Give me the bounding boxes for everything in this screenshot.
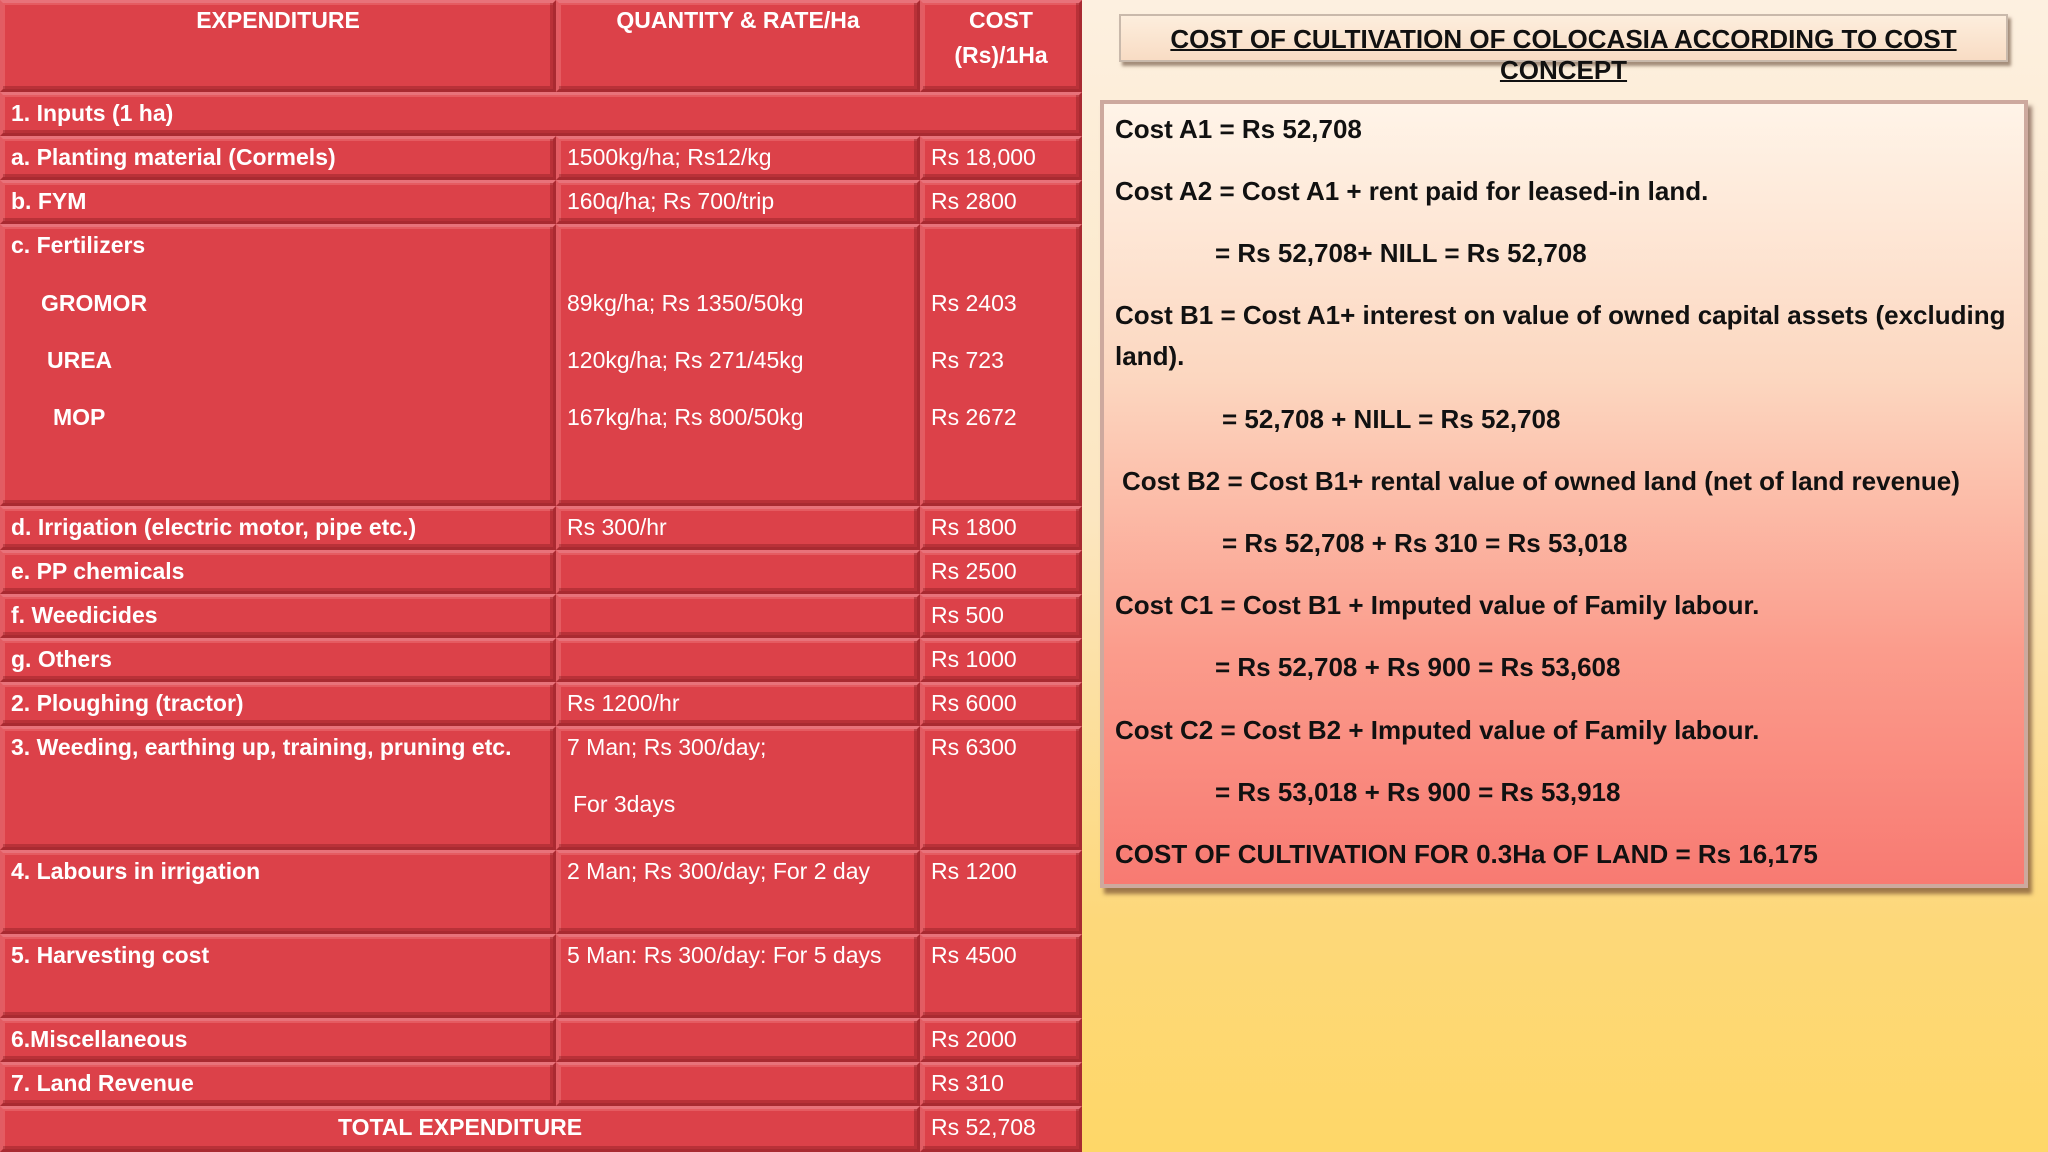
- header-expenditure-label: EXPENDITURE: [196, 7, 360, 33]
- cost-c1-calc: = Rs 52,708 + Rs 900 = Rs 53,608: [1215, 652, 1621, 682]
- weedicides-cost: Rs 500: [931, 602, 1004, 628]
- urea-cost: Rs 723: [931, 347, 1004, 373]
- cost-b2-calc: = Rs 52,708 + Rs 310 = Rs 53,018: [1222, 528, 1628, 558]
- others-label: g. Others: [11, 646, 112, 672]
- row-labours-cost: [920, 850, 1082, 934]
- row-fym-cost: [920, 180, 1082, 224]
- land-revenue-label: 7. Land Revenue: [11, 1070, 194, 1096]
- row-irrigation-label: [0, 506, 556, 550]
- row-irrigation-qty: [556, 506, 920, 550]
- row-others-qty: [556, 638, 920, 682]
- row-others-cost: [920, 638, 1082, 682]
- fym-cost: Rs 2800: [931, 188, 1017, 214]
- header-quantity: [556, 0, 920, 92]
- header-cost-line2: (Rs)/1Ha: [954, 42, 1048, 68]
- total-expenditure-label: TOTAL EXPENDITURE: [337, 1114, 583, 1140]
- row-misc-cost: [920, 1018, 1082, 1062]
- row-fertilizers-label: [0, 224, 556, 506]
- row-pp-cost: [920, 550, 1082, 594]
- row-fertilizers-cost: [920, 224, 1082, 506]
- weeding-qty-line2: For 3days: [573, 791, 676, 817]
- row-others-label: [0, 638, 556, 682]
- cost-c2-calc: = Rs 53,018 + Rs 900 = Rs 53,918: [1215, 777, 1621, 807]
- row-land-revenue-label: [0, 1062, 556, 1106]
- row-land-revenue-cost: [920, 1062, 1082, 1106]
- planting-label: a. Planting material (Cormels): [11, 144, 336, 170]
- others-cost: Rs 1000: [931, 646, 1017, 672]
- harvesting-qty: 5 Man: Rs 300/day: For 5 days: [567, 942, 882, 968]
- misc-cost: Rs 2000: [931, 1026, 1017, 1052]
- cost-b1-calc: = 52,708 + NILL = Rs 52,708: [1222, 404, 1561, 434]
- row-fym-label: [0, 180, 556, 224]
- cost-a2-calc: = Rs 52,708+ NILL = Rs 52,708: [1215, 238, 1587, 268]
- irrigation-cost: Rs 1800: [931, 514, 1017, 540]
- fym-label: b. FYM: [11, 188, 87, 214]
- harvesting-label: 5. Harvesting cost: [11, 942, 210, 968]
- row-irrigation-cost: [920, 506, 1082, 550]
- ploughing-cost: Rs 6000: [931, 690, 1017, 716]
- weeding-qty-line1: 7 Man; Rs 300/day;: [567, 734, 767, 760]
- row-planting-cost: [920, 136, 1082, 180]
- fertilizers-label: c. Fertilizers: [11, 232, 146, 258]
- weeding-label: 3. Weeding, earthing up, training, pruning etc.: [11, 734, 512, 760]
- header-expenditure: [0, 0, 556, 92]
- total-expenditure-cost: Rs 52,708: [931, 1114, 1036, 1140]
- mop-cost: Rs 2672: [931, 404, 1017, 430]
- labours-qty: 2 Man; Rs 300/day; For 2 day: [567, 858, 870, 884]
- pp-cost: Rs 2500: [931, 558, 1017, 584]
- mop-label: MOP: [53, 404, 106, 430]
- weeding-cost: Rs 6300: [931, 734, 1017, 760]
- labours-cost: Rs 1200: [931, 858, 1017, 884]
- row-weeding-label: [0, 726, 556, 850]
- row-planting-qty: [556, 136, 920, 180]
- pp-label: e. PP chemicals: [11, 558, 185, 584]
- fym-qty: 160q/ha; Rs 700/trip: [567, 188, 775, 214]
- cost-total-line: COST OF CULTIVATION FOR 0.3Ha OF LAND = Rs 16,175: [1115, 839, 1818, 869]
- cost-concept-panel: [1100, 100, 2028, 888]
- ploughing-qty: Rs 1200/hr: [567, 690, 680, 716]
- row-harvesting-label: [0, 934, 556, 1018]
- row-labours-qty: [556, 850, 920, 934]
- cost-a2-line: Cost A2 = Cost A1 + rent paid for leased-in land.: [1115, 176, 1709, 206]
- row-land-revenue-qty: [556, 1062, 920, 1106]
- row-total-label: [0, 1106, 920, 1152]
- gromor-qty: 89kg/ha; Rs 1350/50kg: [567, 290, 804, 316]
- row-misc-qty: [556, 1018, 920, 1062]
- row-labours-label: [0, 850, 556, 934]
- row-total-cost: [920, 1106, 1082, 1152]
- cost-c1-line: Cost C1 = Cost B1 + Imputed value of Family labour.: [1115, 590, 1760, 620]
- cost-concept-title: COST OF CULTIVATION OF COLOCASIA ACCORDING TO COST CONCEPT: [1170, 24, 1957, 85]
- cost-b1-line: Cost B1 = Cost A1+ interest on value of owned capital assets (excluding: [1115, 300, 2006, 330]
- cost-a1-line: Cost A1 = Rs 52,708: [1115, 114, 1362, 144]
- row-fym-qty: [556, 180, 920, 224]
- row-pp-qty: [556, 550, 920, 594]
- cost-c2-line: Cost C2 = Cost B2 + Imputed value of Family labour.: [1115, 715, 1760, 745]
- row-pp-label: [0, 550, 556, 594]
- planting-cost: Rs 18,000: [931, 144, 1036, 170]
- misc-label: 6.Miscellaneous: [11, 1026, 188, 1052]
- row-fertilizers-qty: [556, 224, 920, 506]
- land-revenue-cost: Rs 310: [931, 1070, 1004, 1096]
- gromor-cost: Rs 2403: [931, 290, 1017, 316]
- ploughing-label: 2. Ploughing (tractor): [11, 690, 244, 716]
- row-ploughing-qty: [556, 682, 920, 726]
- row-harvesting-qty: [556, 934, 920, 1018]
- cost-b1-line-cont: land).: [1115, 341, 1185, 371]
- row-weeding-cost: [920, 726, 1082, 850]
- weedicides-label: f. Weedicides: [11, 602, 158, 628]
- labours-label: 4. Labours in irrigation: [11, 858, 261, 884]
- header-quantity-label: QUANTITY & RATE/Ha: [616, 7, 860, 33]
- urea-qty: 120kg/ha; Rs 271/45kg: [567, 347, 804, 373]
- row-planting-label: [0, 136, 556, 180]
- row-weedicides-cost: [920, 594, 1082, 638]
- inputs-heading: 1. Inputs (1 ha): [11, 100, 174, 126]
- gromor-label: GROMOR: [41, 290, 148, 316]
- irrigation-qty: Rs 300/hr: [567, 514, 667, 540]
- header-cost: [920, 0, 1082, 92]
- row-misc-label: [0, 1018, 556, 1062]
- mop-qty: 167kg/ha; Rs 800/50kg: [567, 404, 804, 430]
- harvesting-cost: Rs 4500: [931, 942, 1017, 968]
- header-cost-line1: COST: [969, 7, 1033, 33]
- row-weedicides-label: [0, 594, 556, 638]
- row-ploughing-label: [0, 682, 556, 726]
- row-weedicides-qty: [556, 594, 920, 638]
- row-harvesting-cost: [920, 934, 1082, 1018]
- cost-concept-title-box: [1119, 14, 2008, 85]
- planting-qty: 1500kg/ha; Rs12/kg: [567, 144, 772, 170]
- row-weeding-qty: [556, 726, 920, 850]
- row-ploughing-cost: [920, 682, 1082, 726]
- urea-label: UREA: [47, 347, 113, 373]
- irrigation-label: d. Irrigation (electric motor, pipe etc.): [11, 514, 417, 540]
- cost-b2-line: Cost B2 = Cost B1+ rental value of owned land (net of land revenue): [1122, 466, 1960, 496]
- inputs-heading-row: [0, 92, 1082, 136]
